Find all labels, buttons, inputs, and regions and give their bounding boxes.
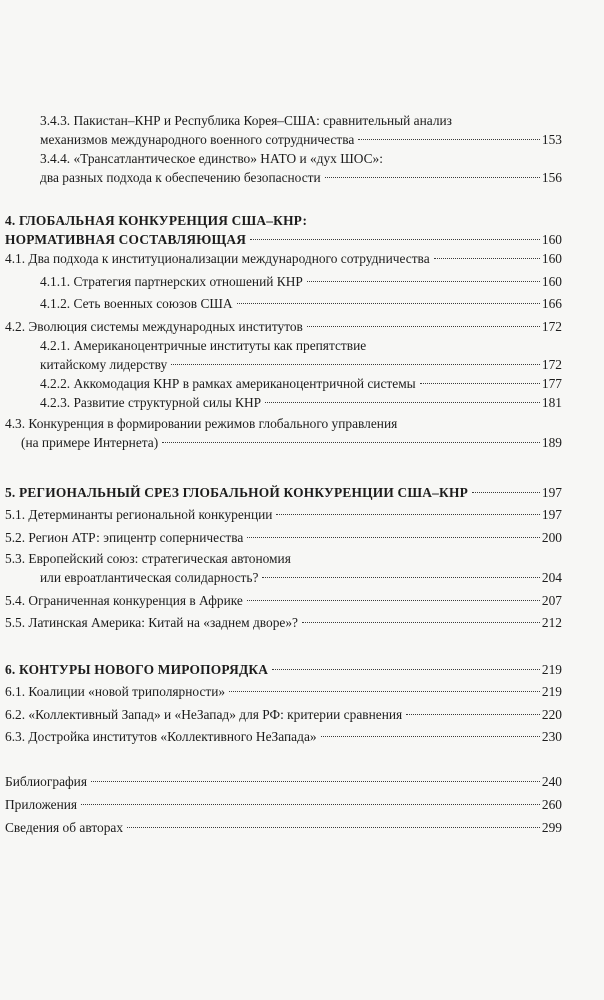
toc-entry-text: 3.4.4. «Трансатлантическое единство» НАТО и «дух ШОС»: <box>40 151 383 166</box>
toc-entry-text: 6.3. Достройка институтов «Коллективного НеЗапада» <box>5 729 317 744</box>
toc-page-number: 197 <box>541 485 562 500</box>
toc-entry-text: Сведения об авторах <box>5 820 124 835</box>
dot-leader <box>321 736 540 737</box>
dot-leader <box>247 537 540 538</box>
dot-leader <box>81 804 540 805</box>
toc-entry-text: (на примере Интернета) <box>21 435 159 450</box>
dot-leader <box>358 139 540 140</box>
dot-leader <box>250 239 540 240</box>
toc-entry-text: 6.2. «Коллективный Запад» и «НеЗапад» для РФ: критерии сравнения <box>5 707 403 722</box>
toc-entry-4-2-2 <box>40 374 562 393</box>
toc-page-number: 160 <box>541 251 562 266</box>
toc-entry-text: 4.2.1. Американоцентричные институты как препятствие <box>40 338 367 353</box>
toc-page-number: 207 <box>541 593 562 608</box>
toc-entry-appendices <box>5 795 562 814</box>
toc-entry-text: 3.4.3. Пакистан–КНР и Республика Корея–США: сравнительный анализ <box>40 113 452 128</box>
toc-page-number: 240 <box>541 774 562 789</box>
toc-page-number: 172 <box>541 319 562 334</box>
dot-leader <box>434 258 540 259</box>
toc-entry-text: 5.1. Детерминанты региональной конкуренции <box>5 507 273 522</box>
toc-entry-5-2 <box>5 528 562 547</box>
toc-entry-text: 4.2. Эволюция системы международных институтов <box>5 319 303 334</box>
toc-entry-text: или евроатлантическая солидарность? <box>40 570 259 585</box>
toc-entry-4-2 <box>5 317 562 336</box>
toc-page-number: 160 <box>541 232 562 247</box>
toc-chapter-4 <box>5 211 562 249</box>
toc-entry-text: два разных подхода к обеспечению безопасности <box>40 170 321 185</box>
toc-page-number: 220 <box>541 707 562 722</box>
toc-entry-text: 4.1.1. Стратегия партнерских отношений КНР <box>40 274 303 289</box>
toc-page-number: 204 <box>541 570 562 585</box>
dot-leader <box>171 364 540 365</box>
dot-leader <box>307 326 540 327</box>
chapter-title: 6. КОНТУРЫ НОВОГО МИРОПОРЯДКА <box>5 662 269 677</box>
toc-entry-text: 5.4. Ограниченная конкуренция в Африке <box>5 593 243 608</box>
toc-chapter-6 <box>5 660 562 679</box>
toc-entry-text: 6.1. Коалиции «новой триполярности» <box>5 684 226 699</box>
dot-leader <box>162 442 540 443</box>
toc-entry-3-4-3 <box>40 111 562 149</box>
dot-leader <box>91 781 540 782</box>
toc-entry-4-3 <box>5 414 562 452</box>
chapter-title: 4. ГЛОБАЛЬНАЯ КОНКУРЕНЦИЯ США–КНР: <box>5 213 308 228</box>
dot-leader <box>307 281 540 282</box>
toc-entry-5-3 <box>5 549 562 587</box>
dot-leader <box>229 691 540 692</box>
toc-entry-text: 4.2.2. Аккомодация КНР в рамках американоцентричной системы <box>40 376 416 391</box>
dot-leader <box>237 303 540 304</box>
toc-page-number: 219 <box>541 662 562 677</box>
toc-entry-text: 5.3. Европейский союз: стратегическая автономия <box>5 551 291 566</box>
toc-entry-4-2-1 <box>40 336 562 374</box>
toc-page-number: 156 <box>541 170 562 185</box>
toc-entry-text: механизмов международного военного сотрудничества <box>40 132 355 147</box>
toc-entry-text: 4.1.2. Сеть военных союзов США <box>40 296 233 311</box>
toc-page-number: 219 <box>541 684 562 699</box>
toc-entry-6-2 <box>5 705 562 724</box>
toc-page-number: 260 <box>541 797 562 812</box>
toc-page-number: 212 <box>541 615 562 630</box>
toc-entry-5-4 <box>5 591 562 610</box>
toc-entry-text: 4.2.3. Развитие структурной силы КНР <box>40 395 262 410</box>
toc-page-number: 189 <box>541 435 562 450</box>
toc-entry-text: 4.1. Два подхода к институционализации международного сотрудничества <box>5 251 430 266</box>
dot-leader <box>272 669 540 670</box>
dot-leader <box>420 383 540 384</box>
toc-entry-text: 4.3. Конкуренция в формировании режимов глобального управления <box>5 416 398 431</box>
dot-leader <box>325 177 540 178</box>
toc-entry-text: Приложения <box>5 797 78 812</box>
dot-leader <box>247 600 540 601</box>
toc-entry-3-4-4 <box>40 149 562 187</box>
toc-entry-5-1 <box>5 505 562 524</box>
toc-entry-4-1-2 <box>40 294 562 313</box>
toc-page-number: 153 <box>541 132 562 147</box>
toc-page-number: 181 <box>541 395 562 410</box>
chapter-title: 5. РЕГИОНАЛЬНЫЙ СРЕЗ ГЛОБАЛЬНОЙ КОНКУРЕНЦИИ США–КНР <box>5 485 468 500</box>
chapter-title: НОРМАТИВНАЯ СОСТАВЛЯЮЩАЯ <box>5 232 247 247</box>
toc-entry-4-2-3 <box>40 393 562 412</box>
toc-page-number: 172 <box>541 357 562 372</box>
toc-page-number: 200 <box>541 530 562 545</box>
toc-entry-4-1-1 <box>40 272 562 291</box>
dot-leader <box>276 514 539 515</box>
toc-entry-text: 5.2. Регион АТР: эпицентр соперничества <box>5 530 244 545</box>
toc-page-number: 197 <box>541 507 562 522</box>
toc-entry-6-1 <box>5 682 562 701</box>
toc-chapter-5 <box>5 483 562 502</box>
toc-entry-text: Библиография <box>5 774 88 789</box>
toc-entry-authors <box>5 818 562 837</box>
dot-leader <box>127 827 540 828</box>
dot-leader <box>265 402 540 403</box>
toc-entry-text: китайскому лидерству <box>40 357 168 372</box>
toc-entry-5-5 <box>5 613 562 632</box>
dot-leader <box>302 622 540 623</box>
toc-entry-4-1 <box>5 249 562 268</box>
toc-page-number: 166 <box>541 296 562 311</box>
toc-page-number: 160 <box>541 274 562 289</box>
dot-leader <box>472 492 540 493</box>
toc-page-number: 299 <box>541 820 562 835</box>
toc-entry-6-3 <box>5 727 562 746</box>
dot-leader <box>262 577 539 578</box>
dot-leader <box>406 714 540 715</box>
toc-entry-bibliography <box>5 772 562 791</box>
toc-page-number: 177 <box>541 376 562 391</box>
toc-entry-text: 5.5. Латинская Америка: Китай на «заднем дворе»? <box>5 615 298 630</box>
toc-page-number: 230 <box>541 729 562 744</box>
